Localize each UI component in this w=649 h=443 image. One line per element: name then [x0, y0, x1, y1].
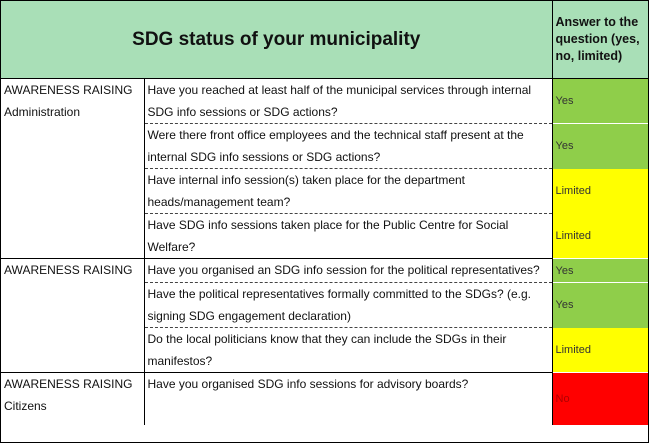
- answer-cell: Yes: [552, 283, 648, 328]
- answer-column-header: Answer to the question (yes, no, limited): [552, 1, 648, 79]
- table-title: SDG status of your municipality: [1, 1, 552, 79]
- category-label: AWARENESS RAISING: [4, 263, 133, 277]
- category-label: AWARENESS RAISING: [4, 377, 133, 391]
- sdg-status-table: [1, 1, 648, 425]
- answer-cell: Yes: [552, 79, 648, 124]
- question-cell: Have the political representatives formally committed to the SDGs? (e.g. signing SDG engagement declaration): [144, 283, 552, 328]
- answer-cell: Limited: [552, 328, 648, 373]
- question-cell: Do the local politicians know that they can include the SDGs in their manifestos?: [144, 328, 552, 373]
- question-cell: Have you organised an SDG info session for the political representatives?: [144, 259, 552, 283]
- category-sublabel: Citizens: [4, 399, 47, 413]
- question-cell: Have internal info session(s) taken place for the department heads/management team?: [144, 169, 552, 214]
- answer-cell: No: [552, 373, 648, 425]
- table-row: [1, 259, 648, 283]
- question-cell: Were there front office employees and the technical staff present at the internal SDG info sessions or SDG actions?: [144, 124, 552, 169]
- header-row: [1, 1, 648, 79]
- answer-cell: Yes: [552, 259, 648, 283]
- category-cell-citizens: [1, 373, 144, 425]
- question-cell: Have you organised SDG info sessions for advisory boards?: [144, 373, 552, 425]
- category-label: AWARENESS RAISING: [4, 83, 133, 97]
- question-cell: Have you reached at least half of the municipal services through internal SDG info sessions or SDG actions?: [144, 79, 552, 124]
- answer-cell: Limited: [552, 169, 648, 214]
- question-cell: Have SDG info sessions taken place for the Public Centre for Social Welfare?: [144, 214, 552, 259]
- answer-cell: Yes: [552, 124, 648, 169]
- category-cell-administration: [1, 79, 144, 259]
- table-row: [1, 79, 648, 124]
- category-sublabel: Administration: [4, 105, 81, 119]
- table-row: [1, 373, 648, 425]
- category-cell-political: [1, 259, 144, 373]
- answer-cell: Limited: [552, 214, 648, 259]
